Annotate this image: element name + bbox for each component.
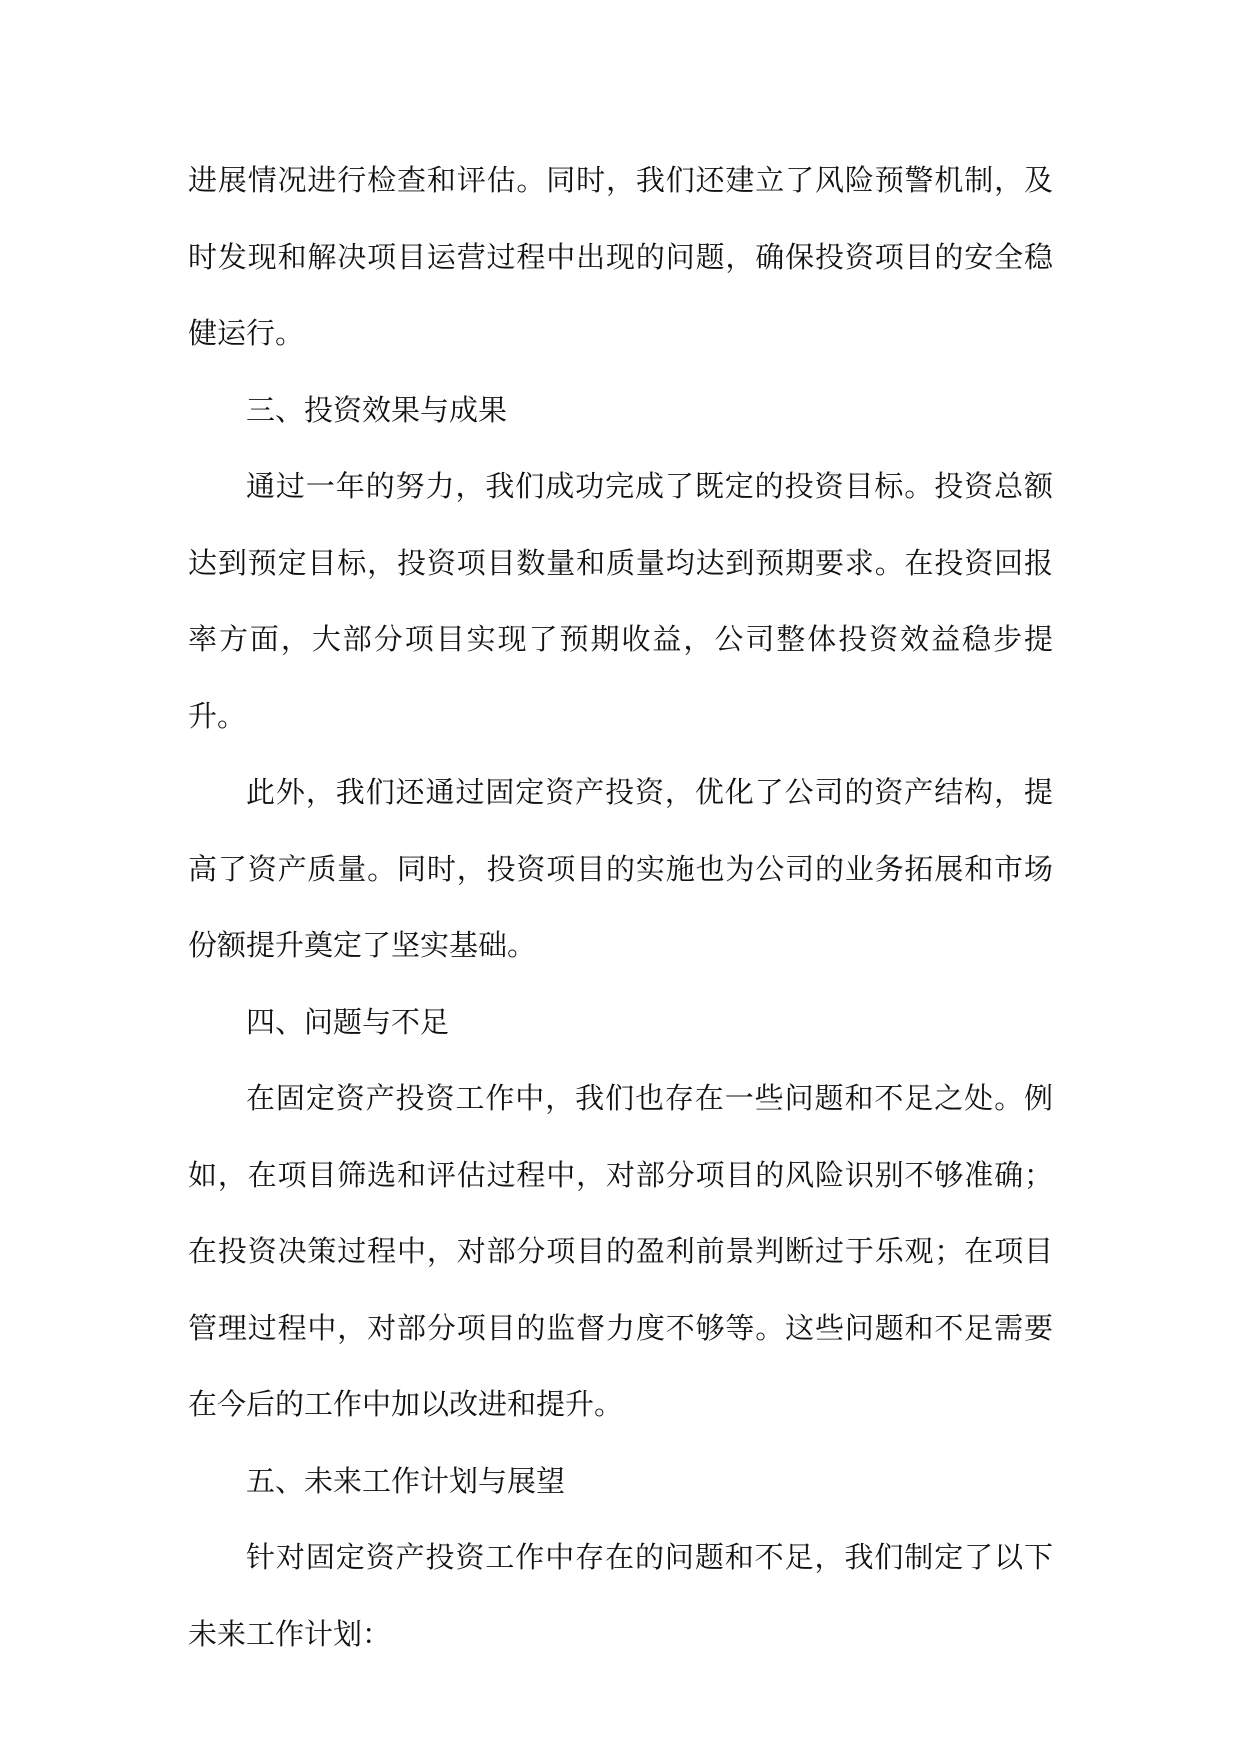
paragraph-continuation: 进展情况进行检查和评估。同时，我们还建立了风险预警机制，及时发现和解决项目运营过程中出现的问题，确保投资项目的安全稳健运行。 [188, 163, 1053, 350]
paragraph-asset-structure: 此外，我们还通过固定资产投资，优化了公司的资产结构，提高了资产质量。同时，投资项目的实施也为公司的业务拓展和市场份额提升奠定了坚实基础。 [188, 775, 1053, 962]
document-body [188, 142, 1053, 1672]
section-heading-five: 五、未来工作计划与展望 [246, 1463, 566, 1498]
section-heading-four: 四、问题与不足 [246, 1004, 450, 1039]
paragraph-problems: 在固定资产投资工作中，我们也存在一些问题和不足之处。例如，在项目筛选和评估过程中，对部分项目的风险识别不够准确；在投资决策过程中，对部分项目的盈利前景判断过于乐观；在项目管理过程中，对部分项目的监督力度不够等。这些问题和不足需要在今后的工作中加以改进和提升。 [188, 1081, 1053, 1421]
paragraph-future-plan: 针对固定资产投资工作中存在的问题和不足，我们制定了以下未来工作计划： [188, 1540, 1053, 1651]
section-heading-three: 三、投资效果与成果 [246, 392, 508, 427]
paragraph-investment-results: 通过一年的努力，我们成功完成了既定的投资目标。投资总额达到预定目标，投资项目数量和质量均达到预期要求。在投资回报率方面，大部分项目实现了预期收益，公司整体投资效益稳步提升。 [188, 469, 1053, 733]
